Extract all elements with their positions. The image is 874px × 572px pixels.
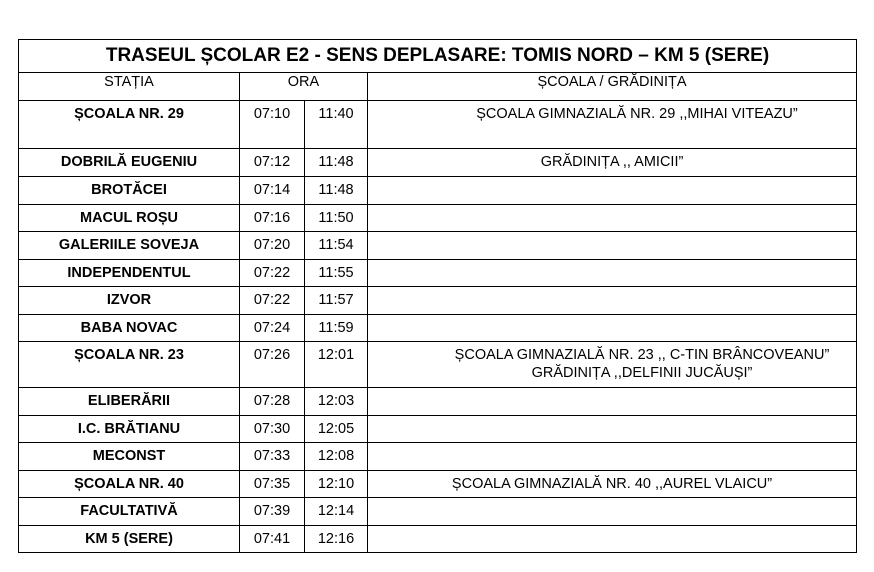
noon-time: 12:14	[305, 498, 368, 526]
morning-time: 07:35	[240, 471, 305, 498]
school-name: GRĂDINIȚA ,,DELFINII JUCĂUȘI”	[531, 365, 753, 381]
noon-time: 11:50	[305, 205, 368, 232]
header-school: ȘCOALA / GRĂDINIȚA	[368, 73, 857, 101]
station-name: DOBRILĂ EUGENIU	[19, 149, 240, 177]
school-cell	[368, 101, 857, 149]
table-body	[19, 101, 857, 553]
school-name: GRĂDINIȚA ,, AMICII”	[540, 154, 684, 170]
noon-time: 12:10	[305, 471, 368, 498]
table-row	[19, 149, 857, 177]
school-cell	[368, 342, 857, 388]
morning-time: 07:14	[240, 177, 305, 205]
station-name: MECONST	[19, 443, 240, 471]
noon-time: 11:57	[305, 287, 368, 315]
noon-time: 11:40	[305, 101, 368, 149]
table-row	[19, 315, 857, 342]
noon-time: 11:59	[305, 315, 368, 342]
station-name: BROTĂCEI	[19, 177, 240, 205]
table-row	[19, 416, 857, 443]
school-cell	[368, 526, 857, 553]
table-row	[19, 101, 857, 149]
station-name: ELIBERĂRII	[19, 388, 240, 416]
school-cell	[368, 177, 857, 205]
morning-time: 07:28	[240, 388, 305, 416]
noon-time: 11:48	[305, 177, 368, 205]
table-row	[19, 232, 857, 260]
noon-time: 12:16	[305, 526, 368, 553]
header-row	[19, 73, 857, 101]
school-cell	[368, 232, 857, 260]
table-row	[19, 443, 857, 471]
noon-time: 11:48	[305, 149, 368, 177]
station-name: BABA NOVAC	[19, 315, 240, 342]
morning-time: 07:10	[240, 101, 305, 149]
school-name: ȘCOALA GIMNAZIALĂ NR. 40 ,,AUREL VLAICU”	[451, 476, 773, 492]
school-cell	[368, 416, 857, 443]
station-name: KM 5 (SERE)	[19, 526, 240, 553]
header-time: ORA	[240, 73, 368, 101]
school-name: ȘCOALA GIMNAZIALĂ NR. 23 ,, C-TIN BRÂNCOVEANU”	[454, 347, 830, 363]
table-title: TRASEUL ȘCOLAR E2 - SENS DEPLASARE: TOMIS NORD – KM 5 (SERE)	[19, 40, 857, 73]
noon-time: 12:05	[305, 416, 368, 443]
table-row	[19, 287, 857, 315]
school-cell	[368, 287, 857, 315]
morning-time: 07:20	[240, 232, 305, 260]
table-row	[19, 498, 857, 526]
table-row	[19, 342, 857, 388]
header-station: STAȚIA	[19, 73, 240, 101]
morning-time: 07:26	[240, 342, 305, 388]
school-name: ȘCOALA GIMNAZIALĂ NR. 29 ,,MIHAI VITEAZU”	[476, 106, 798, 122]
morning-time: 07:12	[240, 149, 305, 177]
school-cell	[368, 260, 857, 287]
station-name: ȘCOALA NR. 23	[19, 342, 240, 388]
school-cell	[368, 205, 857, 232]
noon-time: 11:55	[305, 260, 368, 287]
station-name: GALERIILE SOVEJA	[19, 232, 240, 260]
school-cell	[368, 315, 857, 342]
morning-time: 07:41	[240, 526, 305, 553]
noon-time: 12:08	[305, 443, 368, 471]
title-row	[19, 40, 857, 73]
morning-time: 07:24	[240, 315, 305, 342]
table-row	[19, 471, 857, 498]
schedule-table	[18, 39, 857, 553]
noon-time: 12:03	[305, 388, 368, 416]
station-name: ȘCOALA NR. 29	[19, 101, 240, 149]
school-cell	[368, 388, 857, 416]
table-row	[19, 260, 857, 287]
station-name: MACUL ROȘU	[19, 205, 240, 232]
morning-time: 07:22	[240, 287, 305, 315]
station-name: FACULTATIVĂ	[19, 498, 240, 526]
station-name: ȘCOALA NR. 40	[19, 471, 240, 498]
school-cell	[368, 498, 857, 526]
table-row	[19, 388, 857, 416]
morning-time: 07:30	[240, 416, 305, 443]
school-cell	[368, 471, 857, 498]
table-row	[19, 177, 857, 205]
morning-time: 07:39	[240, 498, 305, 526]
school-cell	[368, 443, 857, 471]
table-row	[19, 205, 857, 232]
station-name: IZVOR	[19, 287, 240, 315]
noon-time: 11:54	[305, 232, 368, 260]
morning-time: 07:16	[240, 205, 305, 232]
station-name: INDEPENDENTUL	[19, 260, 240, 287]
station-name: I.C. BRĂTIANU	[19, 416, 240, 443]
school-cell	[368, 149, 857, 177]
table-row	[19, 526, 857, 553]
morning-time: 07:33	[240, 443, 305, 471]
noon-time: 12:01	[305, 342, 368, 388]
morning-time: 07:22	[240, 260, 305, 287]
